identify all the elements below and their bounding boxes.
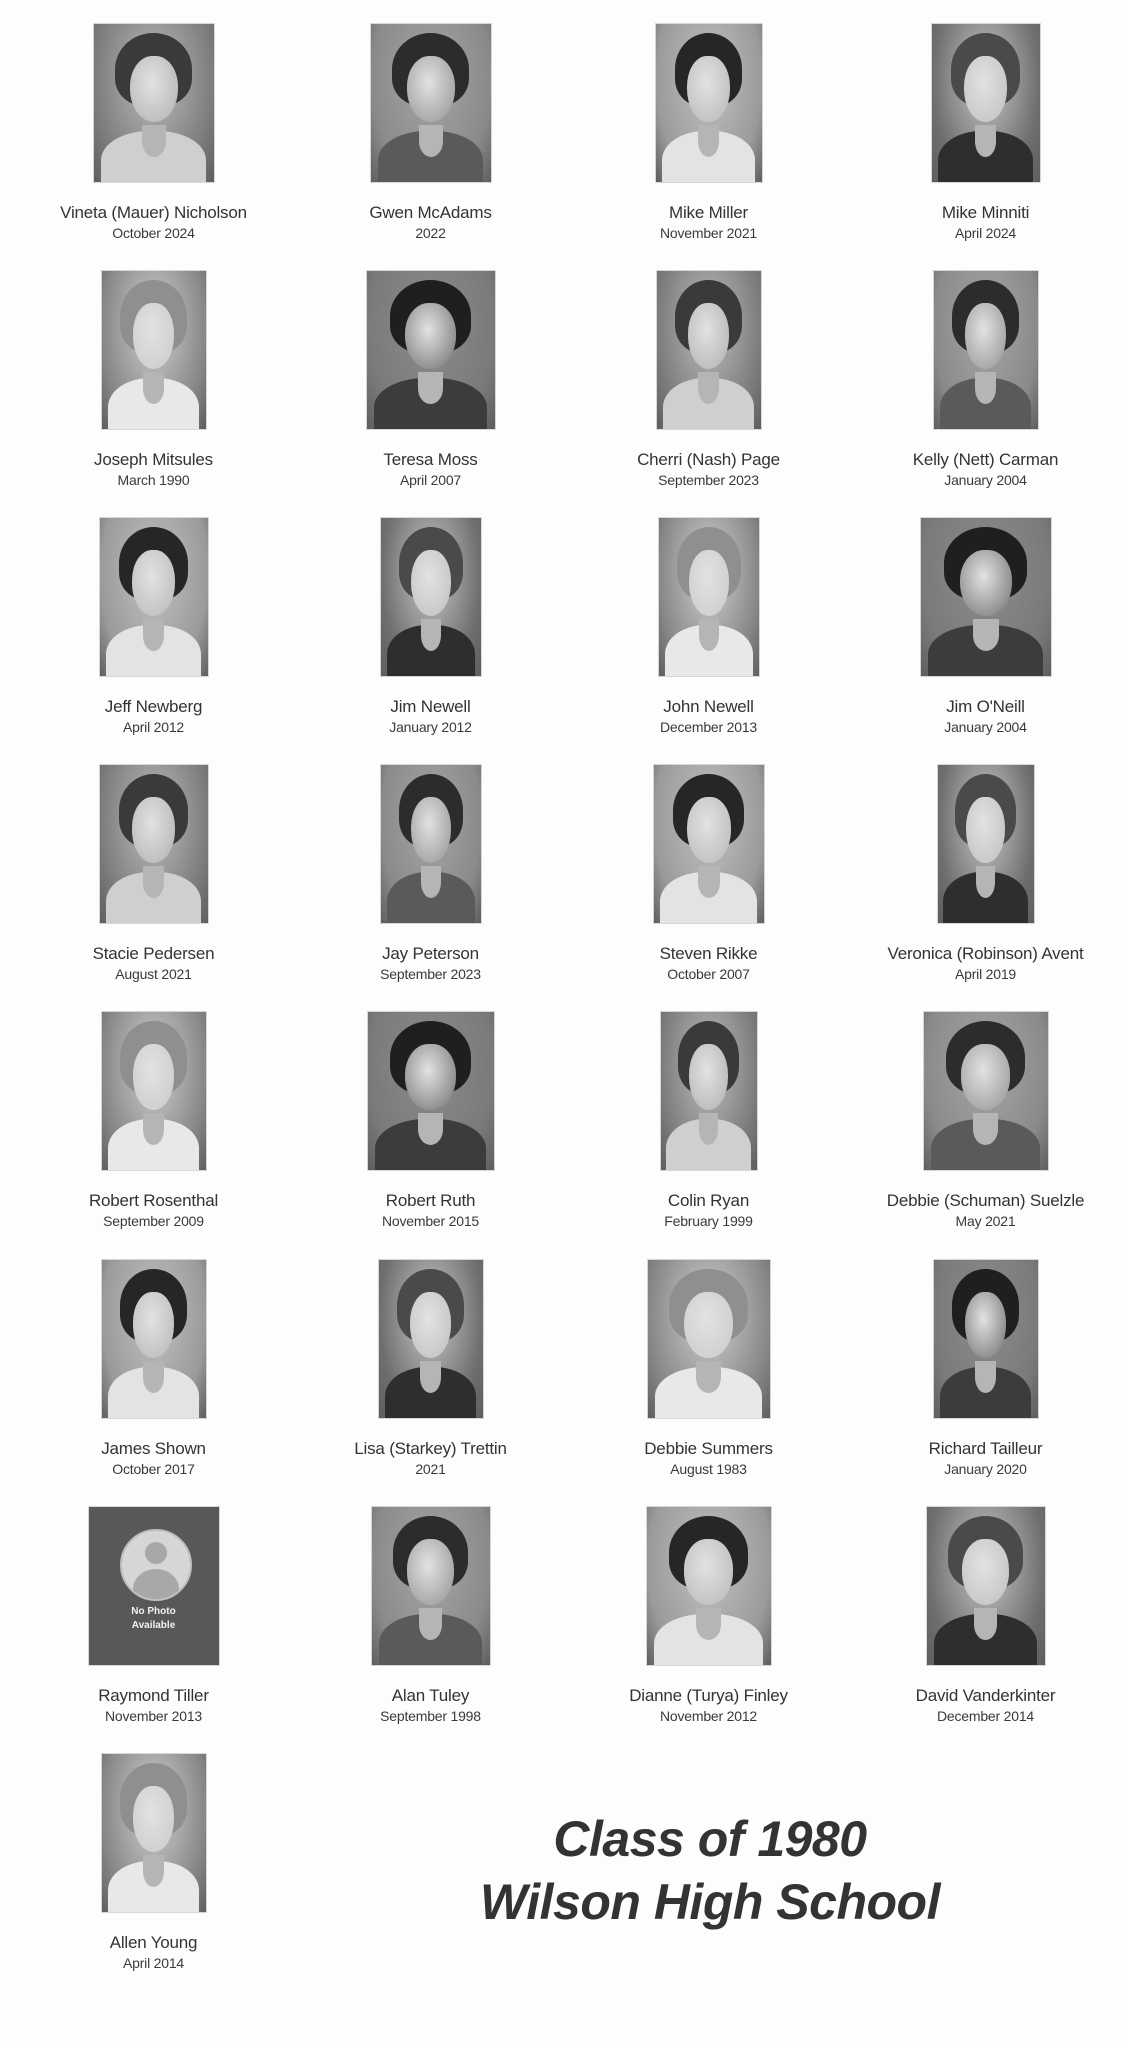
- portrait-photo: [372, 1507, 490, 1665]
- portrait-photo: [381, 765, 481, 923]
- portrait-photo: [368, 1012, 494, 1170]
- classmate-date: October 2024: [112, 225, 195, 241]
- portrait-photo: [934, 271, 1038, 429]
- classmate-card: [845, 271, 1126, 489]
- classmate-name: Colin Ryan: [667, 1191, 750, 1210]
- classmate-date: January 2012: [389, 719, 472, 735]
- classmate-card: [290, 1507, 571, 1725]
- classmate-card: [290, 765, 571, 983]
- classmate-name: Jay Peterson: [382, 944, 479, 963]
- classmate-date: August 2021: [115, 966, 192, 982]
- classmate-card: [568, 518, 849, 736]
- portrait-photo: [102, 1754, 206, 1912]
- classmate-card: [568, 765, 849, 983]
- portrait-photo: [932, 24, 1040, 182]
- classmate-date: September 2023: [658, 472, 759, 488]
- classmate-card: [13, 1754, 294, 1972]
- portrait-photo: [100, 518, 208, 676]
- classmate-card: [13, 1260, 294, 1478]
- classmate-name: Robert Rosenthal: [88, 1191, 219, 1210]
- portrait-photo: [657, 271, 761, 429]
- portrait-photo: [94, 24, 214, 182]
- portrait-photo: [102, 1012, 206, 1170]
- classmate-date: April 2007: [399, 472, 462, 488]
- classmate-card: [845, 1260, 1126, 1478]
- classmate-card: [13, 1507, 294, 1725]
- classmate-date: November 2015: [381, 1213, 479, 1229]
- classmate-name: David Vanderkinter: [915, 1686, 1056, 1705]
- classmate-date: October 2007: [667, 966, 750, 982]
- classmate-name: Mike Minniti: [941, 203, 1030, 222]
- classmate-date: January 2020: [944, 1461, 1027, 1477]
- classmate-date: November 2012: [659, 1708, 757, 1724]
- classmate-card: [290, 271, 571, 489]
- classmate-card: [568, 271, 849, 489]
- classmate-name: Steven Rikke: [659, 944, 758, 963]
- portrait-photo: [924, 1012, 1048, 1170]
- portrait-photo: [659, 518, 759, 676]
- portrait-photo: [102, 1260, 206, 1418]
- classmate-date: December 2014: [936, 1708, 1034, 1724]
- classmate-name: Teresa Moss: [383, 450, 478, 469]
- classmate-date: April 2014: [122, 1955, 185, 1971]
- classmate-card: [568, 24, 849, 242]
- classmate-name: Mike Miller: [668, 203, 749, 222]
- portrait-photo: [102, 271, 206, 429]
- classmate-name: Cherri (Nash) Page: [637, 450, 780, 469]
- classmate-name: Allen Young: [109, 1933, 198, 1952]
- person-silhouette-icon: [120, 1529, 192, 1601]
- no-photo-label: No Photo Available: [131, 1606, 176, 1631]
- classmate-date: April 2019: [954, 966, 1017, 982]
- classmate-name: Jim Newell: [390, 697, 471, 716]
- classmate-date: 2021: [415, 1461, 446, 1477]
- classmate-date: December 2013: [659, 719, 757, 735]
- classmate-name: Debbie (Schuman) Suelzle: [886, 1191, 1085, 1210]
- portrait-photo: [927, 1507, 1045, 1665]
- classmate-date: September 2023: [380, 966, 481, 982]
- classmate-card: [290, 1260, 571, 1478]
- classmate-date: February 1999: [664, 1213, 753, 1229]
- classmate-card: [13, 1012, 294, 1230]
- class-year-title: Class of 1980: [553, 1811, 867, 1867]
- classmate-card: [290, 518, 571, 736]
- classmate-date: May 2021: [955, 1213, 1016, 1229]
- classmate-name: Alan Tuley: [391, 1686, 470, 1705]
- classmate-name: Dianne (Turya) Finley: [629, 1686, 788, 1705]
- classmate-card: [845, 1507, 1126, 1725]
- classmate-card: [13, 765, 294, 983]
- classmate-card: [290, 24, 571, 242]
- classmate-card: [845, 1012, 1126, 1230]
- classmate-date: August 1983: [670, 1461, 747, 1477]
- portrait-photo: [938, 765, 1034, 923]
- no-photo-placeholder: [89, 1507, 219, 1665]
- classmate-date: November 2013: [104, 1708, 202, 1724]
- classmate-date: September 2009: [103, 1213, 204, 1229]
- classmate-card: [845, 765, 1126, 983]
- classmate-date: January 2004: [944, 719, 1027, 735]
- classmate-card: [13, 518, 294, 736]
- classmate-name: Robert Ruth: [385, 1191, 476, 1210]
- portrait-photo: [371, 24, 491, 182]
- classmate-name: Vineta (Mauer) Nicholson: [60, 203, 247, 222]
- classmate-card: [845, 24, 1126, 242]
- school-name-title: Wilson High School: [480, 1874, 940, 1930]
- portrait-photo: [367, 271, 495, 429]
- classmate-name: Debbie Summers: [644, 1439, 773, 1458]
- classmate-name: Veronica (Robinson) Avent: [887, 944, 1084, 963]
- portrait-photo: [381, 518, 481, 676]
- portrait-photo: [661, 1012, 757, 1170]
- portrait-photo: [654, 765, 764, 923]
- classmate-name: Kelly (Nett) Carman: [912, 450, 1059, 469]
- classmate-name: Richard Tailleur: [928, 1439, 1043, 1458]
- portrait-photo: [656, 24, 762, 182]
- portrait-photo: [648, 1260, 770, 1418]
- classmate-name: Jeff Newberg: [104, 697, 203, 716]
- classmate-card: [13, 24, 294, 242]
- portrait-photo: [934, 1260, 1038, 1418]
- classmate-name: James Shown: [101, 1439, 206, 1458]
- portrait-photo: [647, 1507, 771, 1665]
- classmate-name: Joseph Mitsules: [94, 450, 213, 469]
- classmate-card: [13, 271, 294, 489]
- classmate-name: Gwen McAdams: [369, 203, 492, 222]
- classmate-date: September 1998: [380, 1708, 481, 1724]
- page-title: [430, 1808, 990, 1934]
- classmate-card: [568, 1260, 849, 1478]
- portrait-photo: [100, 765, 208, 923]
- classmate-name: Lisa (Starkey) Trettin: [354, 1439, 507, 1458]
- classmate-name: Raymond Tiller: [98, 1686, 209, 1705]
- classmate-name: Jim O'Neill: [946, 697, 1025, 716]
- classmate-date: April 2012: [122, 719, 185, 735]
- portrait-photo: [921, 518, 1051, 676]
- classmate-card: [845, 518, 1126, 736]
- classmate-name: Stacie Pedersen: [92, 944, 215, 963]
- classmate-date: April 2024: [954, 225, 1017, 241]
- classmate-date: October 2017: [112, 1461, 195, 1477]
- classmate-date: January 2004: [944, 472, 1027, 488]
- classmate-name: John Newell: [663, 697, 754, 716]
- portrait-photo: [379, 1260, 483, 1418]
- classmate-date: March 1990: [117, 472, 190, 488]
- classmate-card: [290, 1012, 571, 1230]
- classmate-card: [568, 1012, 849, 1230]
- classmate-date: November 2021: [659, 225, 757, 241]
- classmate-card: [568, 1507, 849, 1725]
- classmate-date: 2022: [415, 225, 446, 241]
